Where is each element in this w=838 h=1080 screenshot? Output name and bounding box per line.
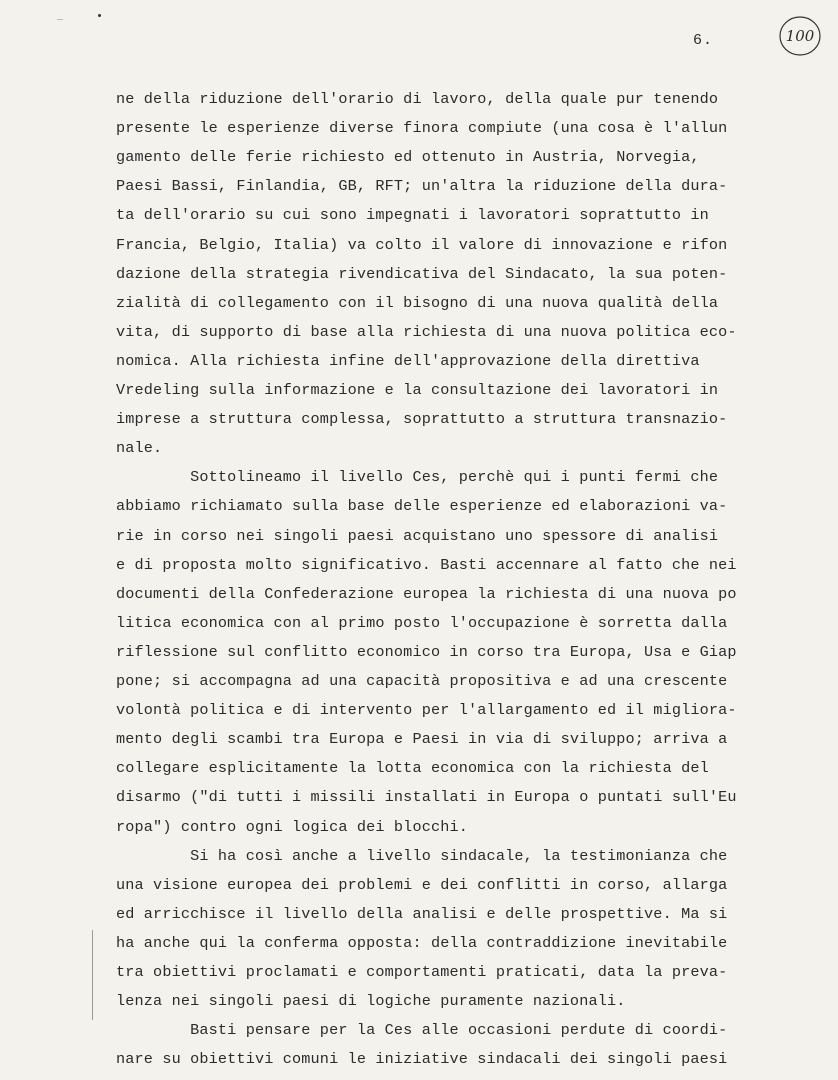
text-line: ropa") contro ogni logica dei blocchi. (116, 817, 469, 836)
text-line: lenza nei singoli paesi di logiche puramente nazionali. (116, 992, 626, 1011)
text-line: e di proposta molto significativo. Basti accennare al fatto che nei (116, 555, 737, 574)
text-line: documenti della Confederazione europea la richiesta di una nuova po (116, 584, 737, 603)
text-line: nale. (116, 439, 163, 458)
text-line: ne della riduzione dell'orario di lavoro, della quale pur tenendo (116, 90, 719, 108)
text-line: tra obiettivi proclamati e comportamenti praticati, data la preva- (116, 963, 728, 981)
text-line: zialità di collegamento con il bisogno di una nuova qualità della (116, 293, 719, 312)
text-line: vita, di supporto di base alla richiesta di una nuova politica eco- (116, 322, 737, 341)
text-line: Francia, Belgio, Italia) va colto il valore di innovazione e rifon (116, 235, 728, 254)
text-line: mento degli scambi tra Europa e Paesi in via di sviluppo; arriva a (116, 730, 728, 749)
text-line: presente le esperienze diverse finora compiute (una cosa è l'allun (116, 119, 728, 138)
text-line: ed arricchisce il livello della analisi e delle prospettive. Ma si (116, 904, 728, 923)
text-line: ta dell'orario su cui sono impegnati i lavoratori soprattutto in (116, 206, 709, 225)
text-line: Si ha così anche a livello sindacale, la testimonianza che (116, 846, 728, 865)
text-line: ha anche qui la conferma opposta: della contraddizione inevitabile (116, 933, 728, 952)
text-line: riflessione sul conflitto economico in corso tra Europa, Usa e Giap (116, 642, 737, 661)
text-line: nare su obiettivi comuni le iniziative sindacali dei singoli paesi (116, 1050, 728, 1069)
text-line: Basti pensare per la Ces alle occasioni perdute di coordi- (116, 1021, 728, 1040)
archive-stamp-number: 100 (785, 27, 815, 45)
page-number: 6. (693, 32, 714, 49)
text-line: Paesi Bassi, Finlandia, GB, RFT; un'altra la riduzione della dura- (116, 177, 728, 196)
text-line: disarmo ("di tutti i missili installati in Europa o puntati sull'Eu (116, 788, 737, 807)
text-line: Vredeling sulla informazione e la consultazione dei lavoratori in (116, 381, 719, 399)
margin-mark (92, 930, 93, 1020)
scan-speck (98, 14, 101, 17)
text-line: Sottolineamo il livello Ces, perchè qui i punti fermi che (116, 468, 719, 487)
text-line: collegare esplicitamente la lotta economica con la richiesta del (116, 759, 709, 778)
archive-stamp (778, 14, 822, 58)
text-line: nomica. Alla richiesta infine dell'approvazione della direttiva (116, 351, 700, 370)
text-line: rie in corso nei singoli paesi acquistano uno spessore di analisi (116, 526, 719, 545)
text-line: una visione europea dei problemi e dei conflitti in corso, allarga (116, 875, 728, 894)
text-line: gamento delle ferie richiesto ed ottenuto in Austria, Norvegia, (116, 148, 700, 167)
text-line: pone; si accompagna ad una capacità propositiva e ad una crescente (116, 672, 728, 690)
text-line: imprese a struttura complessa, soprattutto a struttura transnazio- (116, 410, 728, 429)
scan-speck (57, 19, 63, 20)
text-line: litica economica con al primo posto l'occupazione è sorretta dalla (116, 613, 728, 632)
text-line: abbiamo richiamato sulla base delle esperienze ed elaborazioni va- (116, 497, 728, 516)
text-line: volontà politica e di intervento per l'allargamento ed il migliora- (116, 701, 737, 720)
text-line: dazione della strategia rivendicativa del Sindacato, la sua poten- (116, 264, 728, 283)
